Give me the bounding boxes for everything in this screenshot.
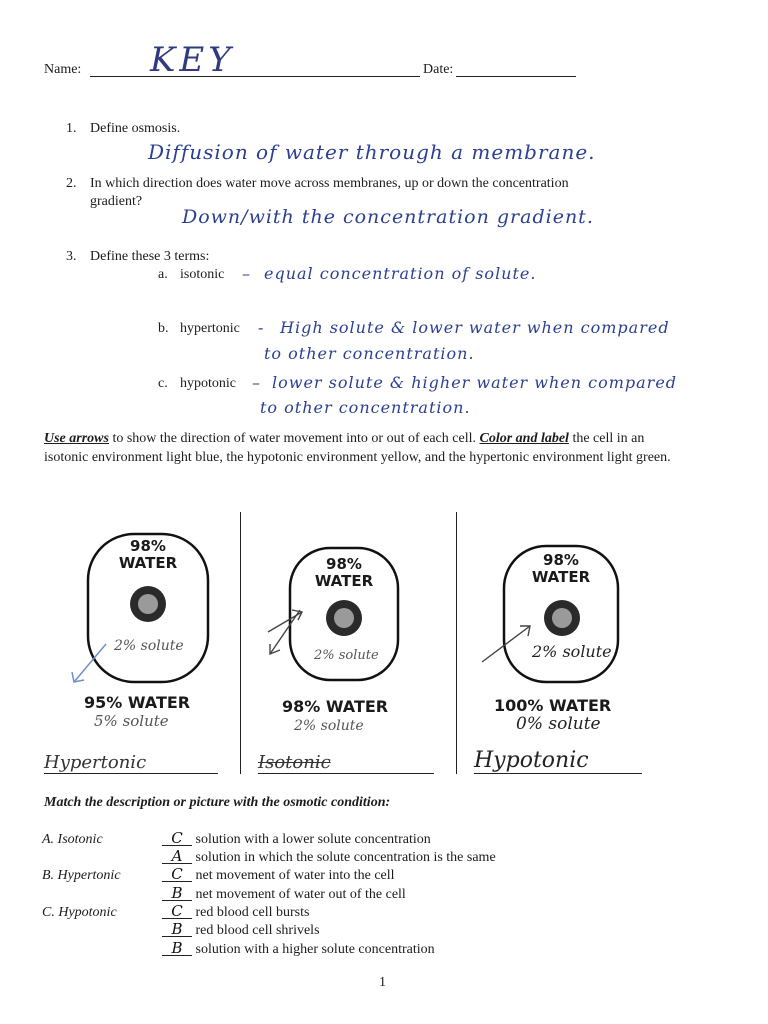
q2-text: In which direction does water move across membranes, up or down the concentration xyxy=(90,176,569,191)
match-text: solution in which the solute concentration is the same xyxy=(195,850,496,865)
q2-text-cont: gradient? xyxy=(90,194,143,209)
choice-a: A. Isotonic xyxy=(42,832,103,847)
match-row xyxy=(162,904,309,921)
q3-number: 3. xyxy=(66,249,77,264)
date-line xyxy=(456,76,576,77)
term-b: hypertonic xyxy=(180,321,240,336)
arrow-in-hypotonic xyxy=(478,620,538,666)
q3-text: Define these 3 terms: xyxy=(90,249,210,264)
match-row xyxy=(162,886,406,903)
date-label: Date: xyxy=(423,62,454,77)
term-c-answer: lower solute & higher water when compared xyxy=(272,373,678,392)
choice-b: B. Hypertonic xyxy=(42,868,121,883)
q1-number: 1. xyxy=(66,121,77,136)
match-answer: C xyxy=(162,867,192,882)
arrow-both-isotonic xyxy=(262,604,308,660)
cell-hypertonic-inside: 2% solute xyxy=(114,638,184,654)
cell-isotonic-water: 98% WATER xyxy=(314,555,374,590)
match-row xyxy=(162,867,395,884)
page-number: 1 xyxy=(379,975,386,990)
instructions xyxy=(44,429,684,467)
name-value: KEY xyxy=(150,40,235,80)
match-answer: C xyxy=(162,904,192,919)
env-hypotonic-solute: 0% solute xyxy=(516,714,601,734)
env-isotonic-solute: 2% solute xyxy=(294,718,364,734)
match-row xyxy=(162,831,431,848)
label-hypertonic: Hypertonic xyxy=(44,752,218,774)
match-answer: B xyxy=(162,922,192,937)
term-c-answer-line2: to other concentration. xyxy=(260,398,471,417)
match-answer: B xyxy=(162,886,192,901)
q2-answer: Down/with the concentration gradient. xyxy=(182,206,594,228)
match-text: net movement of water into the cell xyxy=(195,868,395,883)
term-a-answer-dash: – xyxy=(242,264,251,283)
term-b-letter: b. xyxy=(158,321,169,336)
term-c-answer-dash: – xyxy=(252,373,261,392)
choice-c: C. Hypotonic xyxy=(42,905,117,920)
match-text: solution with a higher solute concentration xyxy=(195,942,435,957)
match-text: red blood cell shrivels xyxy=(195,923,320,938)
match-row xyxy=(162,922,320,939)
term-a: isotonic xyxy=(180,267,225,282)
name-label: Name: xyxy=(44,62,82,77)
term-c-letter: c. xyxy=(158,376,168,391)
label-hypotonic: Hypotonic xyxy=(474,748,642,774)
match-text: red blood cell bursts xyxy=(195,905,310,920)
cell-hypertonic-water: 98% WATER xyxy=(118,537,178,572)
match-answer: B xyxy=(162,941,192,956)
env-hypertonic-solute: 5% solute xyxy=(94,712,169,730)
label-isotonic: Isotonic xyxy=(258,752,434,774)
q1-answer: Diffusion of water through a membrane. xyxy=(148,140,596,164)
name-line xyxy=(90,76,420,77)
term-b-answer-line2: to other concentration. xyxy=(264,344,475,363)
match-row xyxy=(162,941,435,958)
term-b-answer-dash: - xyxy=(258,318,265,337)
q1-text: Define osmosis. xyxy=(90,121,181,136)
term-a-letter: a. xyxy=(158,267,168,282)
match-text: net movement of water out of the cell xyxy=(195,887,406,902)
instructions-text-1: to show the direction of water movement into or out of each cell. xyxy=(108,431,480,446)
cell-isotonic-inside: 2% solute xyxy=(314,648,379,663)
term-a-answer: equal concentration of solute. xyxy=(264,264,537,283)
instructions-text-2: the cell in an isotonic environment light blue, the hypotonic environment yellow, and the hypertonic environment light green. xyxy=(44,431,671,465)
match-answer: C xyxy=(162,831,192,846)
cell-hypotonic-inside: 2% solute xyxy=(532,642,612,661)
match-text: solution with a lower solute concentration xyxy=(195,832,431,847)
term-b-answer: High solute & lower water when compared xyxy=(280,318,670,337)
env-hypotonic-water: 100% WATER xyxy=(494,696,612,715)
instructions-use-arrows: Use arrows xyxy=(44,431,109,446)
q2-number: 2. xyxy=(66,176,77,191)
env-hypertonic-water: 95% WATER xyxy=(84,693,191,712)
divider-right xyxy=(456,512,457,774)
instructions-color-label: Color and label xyxy=(479,431,569,446)
match-row xyxy=(162,849,496,866)
match-answer: A xyxy=(162,849,192,864)
match-title: Match the description or picture with the osmotic condition: xyxy=(44,795,391,810)
cell-hypotonic-water: 98% WATER xyxy=(531,551,591,586)
term-c: hypotonic xyxy=(180,376,236,391)
env-isotonic-water: 98% WATER xyxy=(282,697,389,716)
arrow-out-hypertonic xyxy=(62,640,112,690)
divider-left xyxy=(240,512,241,774)
